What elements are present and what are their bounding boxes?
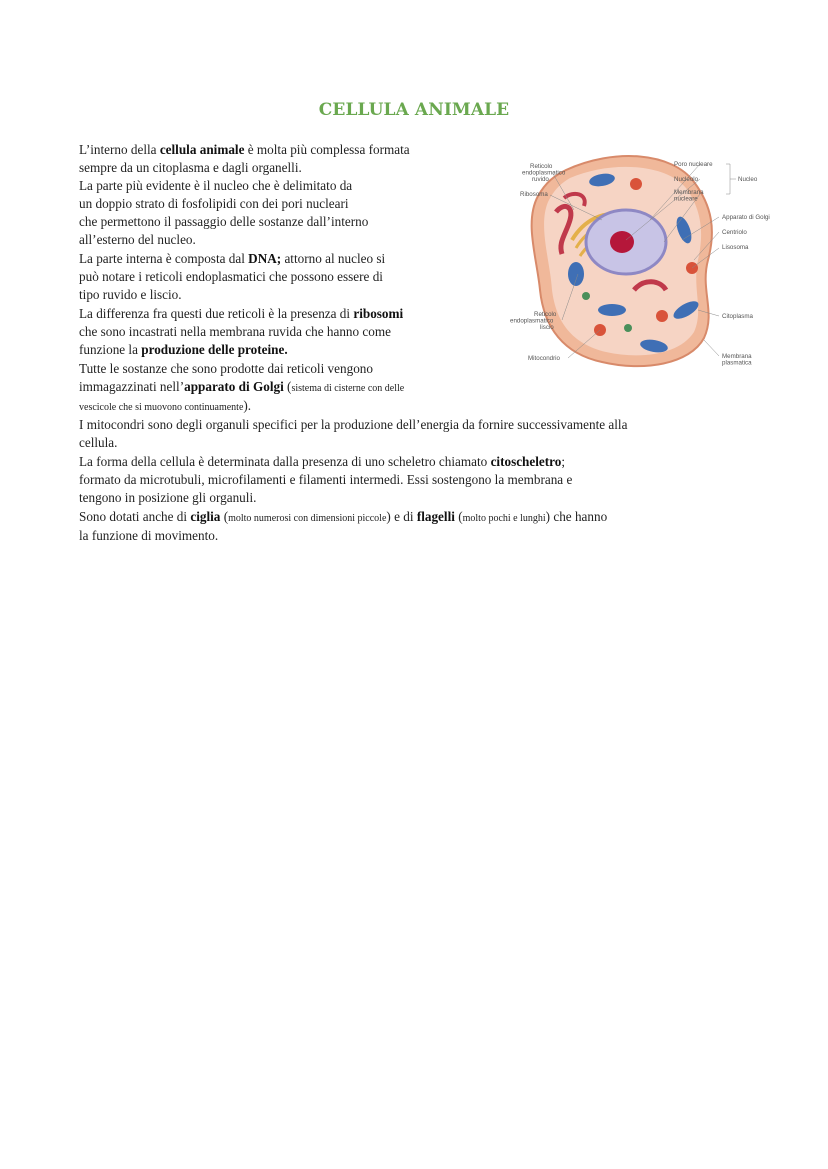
- label-poro-nucleare: Poro nucleare: [674, 161, 713, 168]
- text-line: funzione la produzione delle proteine.: [79, 342, 288, 357]
- text-line: cellula.: [79, 435, 118, 450]
- text-line: La forma della cellula è determinata dalla presenza di uno scheletro chiamato citoscheletro;: [79, 454, 566, 469]
- cell-illustration: [532, 156, 712, 366]
- label-reticolo-ruvido: Reticolo endoplasmatico ruvido: [522, 163, 566, 183]
- label-mitocondrio: Mitocondrio: [528, 355, 560, 362]
- text-line: Tutte le sostanze che sono prodotte dai reticoli vengono: [79, 361, 373, 376]
- text-line: I mitocondri sono degli organuli specifici per la produzione dell’energia da fornire successivamente alla: [79, 417, 628, 432]
- text-line: Sono dotati anche di ciglia (molto numerosi con dimensioni piccole) e di flagelli (molto pochi e lunghi) che hanno: [79, 509, 608, 524]
- label-citoplasma: Citoplasma: [722, 313, 753, 320]
- text-line: formato da microtubuli, microfilamenti e filamenti intermedi. Essi sostengono la membrana e: [79, 472, 573, 487]
- text-line: la funzione di movimento.: [79, 528, 219, 543]
- animal-cell-diagram: [504, 150, 770, 375]
- label-lisosoma: Lisosoma: [722, 244, 749, 251]
- text-line: vescicole che si muovono continuamente).: [79, 398, 252, 413]
- text-line: immagazzinati nell’apparato di Golgi (sistema di cisterne con delle: [79, 379, 405, 394]
- text-line: all’esterno del nucleo.: [79, 232, 196, 247]
- label-nucleo: Nucleo: [738, 176, 758, 183]
- label-centriolo: Centriolo: [722, 229, 747, 236]
- label-apparato-golgi: Apparato di Golgi: [722, 214, 770, 221]
- text-line: tengono in posizione gli organuli.: [79, 490, 257, 505]
- text-line: può notare i reticoli endoplasmatici che possono essere di: [79, 269, 383, 284]
- page-title: CELLULA ANIMALE: [318, 100, 510, 120]
- label-reticolo-liscio: Reticolo endoplasmatico liscio: [510, 311, 557, 331]
- label-nucleolo: Nucleolo: [674, 176, 699, 183]
- text-line: L’interno della cellula animale è molta più complessa formata: [79, 142, 410, 157]
- text-line: La differenza fra questi due reticoli è la presenza di ribosomi: [79, 306, 404, 321]
- text-line: che sono incastrati nella membrana ruvida che hanno come: [79, 324, 391, 339]
- text-line: La parte interna è composta dal DNA; attorno al nucleo si: [79, 251, 386, 266]
- label-ribosoma: Ribosoma: [520, 191, 548, 198]
- text-line: un doppio strato di fosfolipidi con dei pori nucleari: [79, 196, 349, 211]
- text-line: tipo ruvido e liscio.: [79, 287, 182, 302]
- label-membrana-nucleare: Membrana nucleare: [674, 189, 704, 203]
- text-line: La parte più evidente è il nucleo che è delimitato da: [79, 178, 353, 193]
- text-line: sempre da un citoplasma e dagli organelli.: [79, 160, 302, 175]
- label-membrana-plasmatica: Membrana plasmatica: [722, 353, 752, 367]
- text-line: che permettono il passaggio delle sostanze dall’interno: [79, 214, 369, 229]
